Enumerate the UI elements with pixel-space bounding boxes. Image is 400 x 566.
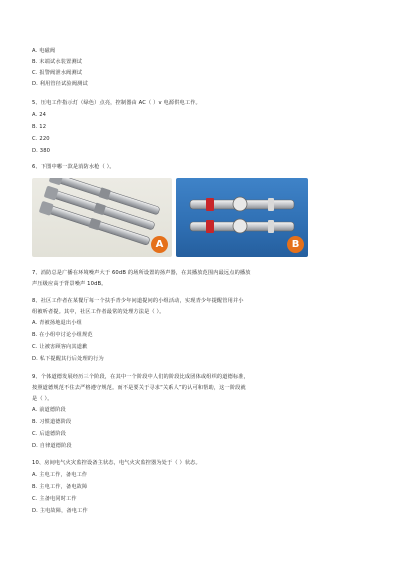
q4-option-b: B. 末端试水装置测试	[32, 59, 83, 65]
q5-option-c: C. 220	[32, 136, 50, 142]
q9-option-c: C. 后道德阶段	[32, 431, 67, 437]
option-b-badge: B	[287, 236, 304, 253]
q4-option-a: A. 电磁阀	[32, 48, 56, 54]
nozzle-photo-a	[32, 178, 172, 257]
q9-option-a: A. 前道德阶段	[32, 407, 66, 413]
q10-question: 10、房间电气火灾监控设备主状态，电气火灾监控器为处于（ ）状态。	[32, 460, 201, 466]
q9-line-2: 按照道德规范不住去严格遵守规范。而不是要关于寻求“关系人”的认可和帮助，这一阶段就	[32, 385, 246, 391]
q9-line-3: 是（ ）。	[32, 396, 53, 402]
q9-option-d: D. 自律道德阶段	[32, 443, 72, 449]
q8-option-b: B. 在小组中讨论小组规范	[32, 332, 93, 338]
q10-option-a: A. 主电工作，备电工作	[32, 472, 88, 478]
nozzle-photo-b	[176, 178, 308, 257]
q9-line-1: 9、个体道德发展经历三个阶段，在其中一个阶段中人们的阶段比成团体或组织的道德标准，	[32, 374, 249, 380]
q8-option-a: A. 青被扬地退出小组	[32, 320, 82, 326]
q4-option-c: C. 报警阀泄水阀测试	[32, 70, 83, 76]
q5-question: 5、压电工作指示灯（绿色）点亮，控制器由 AC（ ）v 电源供电工作。	[32, 100, 201, 106]
q8-line-1: 8、社区工作者在某餐厅每一个扶手青少年问道提问的小组活动，实现青少年提醒管用并小	[32, 298, 244, 304]
q8-line-2: 组被听者提。其中，社区工作者最常的处理方法是（ ）。	[32, 309, 165, 315]
q8-option-c: C. 让被害顾客向其道歉	[32, 344, 88, 350]
q5-option-a: A. 24	[32, 112, 47, 118]
q9-option-b: B. 习惯道德阶段	[32, 419, 72, 425]
q7-line-2: 声压级应高于背景噪声 10dB。	[32, 281, 107, 287]
q10-option-c: C. 主备电同时工作	[32, 496, 77, 502]
q6-question: 6、下图中哪一款是消防水枪（ ）。	[32, 164, 115, 170]
q10-option-b: B. 主电工作，备电故障	[32, 484, 88, 490]
option-a-badge: A	[151, 236, 168, 253]
q5-option-d: D. 380	[32, 148, 51, 154]
q5-option-b: B. 12	[32, 124, 47, 130]
q7-line-1: 7、消防总是广播在环境噪声大于 60dB 的场所设置的扬声器，在其播放范围内最远点的播放	[32, 270, 251, 276]
q10-option-d: D. 主电故障，备电工作	[32, 508, 88, 514]
q4-option-d: D. 利用管径试验阀测试	[32, 81, 88, 87]
q8-option-d: D. 私下提醒其行后处理的行为	[32, 356, 104, 362]
